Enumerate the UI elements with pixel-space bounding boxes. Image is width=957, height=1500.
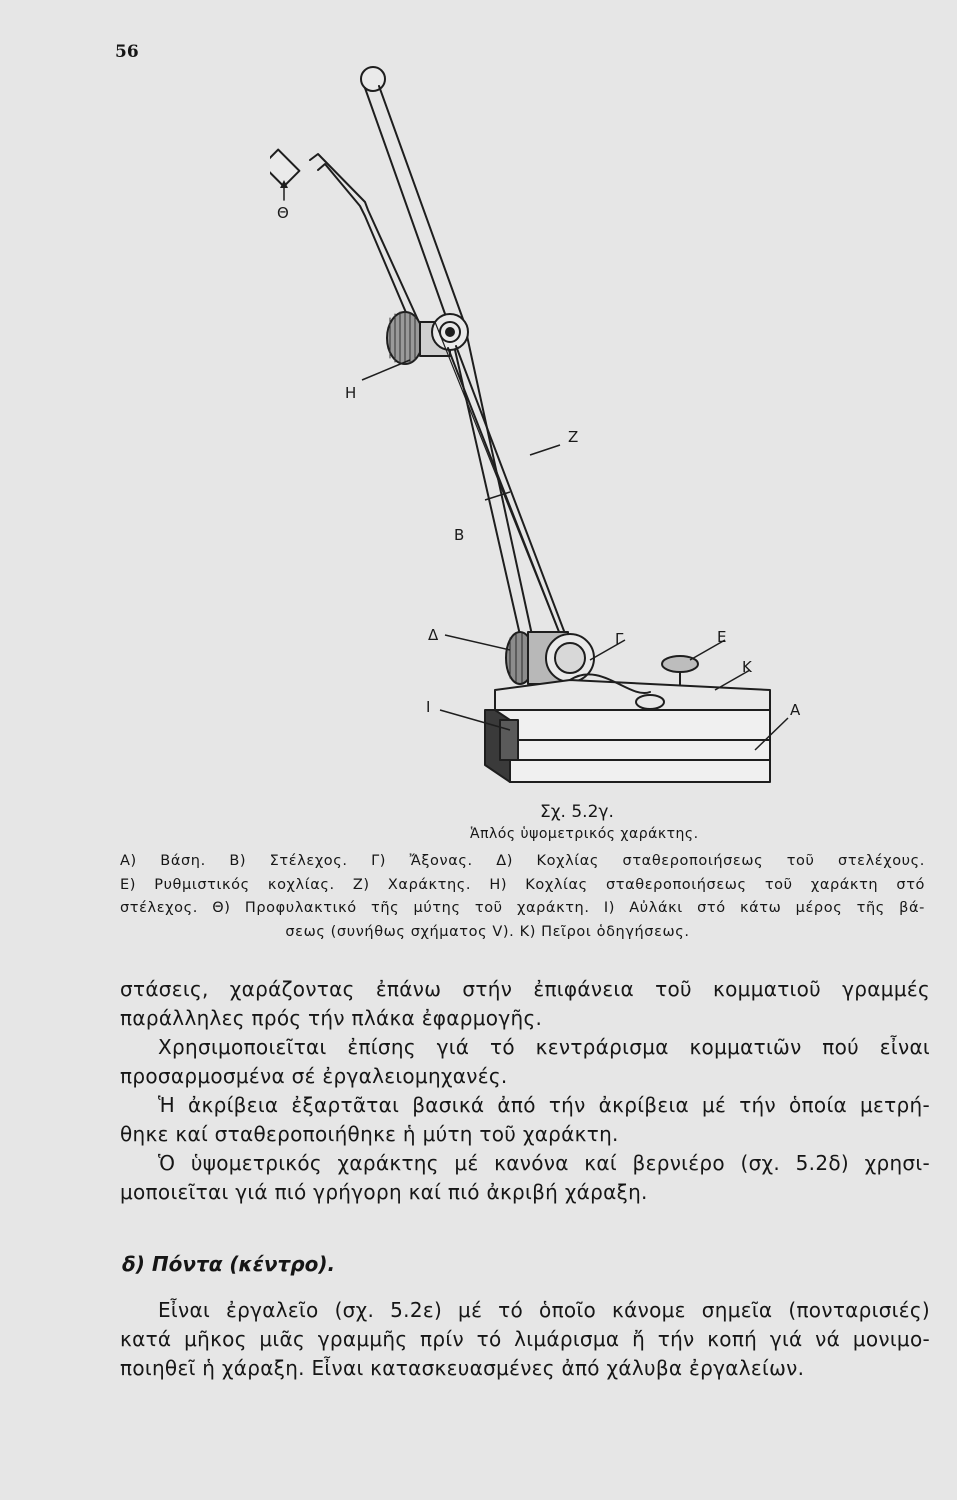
label-eta: Η [345, 384, 357, 402]
height-gauge-figure [270, 60, 850, 800]
label-gamma: Γ [615, 630, 624, 648]
section-line: κατά μῆκος μιᾶς γραμμῆς πρίν τό λιμάρισμα ἤ τήν κοπή γιά νά μονιμο- [120, 1327, 930, 1351]
label-beta: Β [454, 526, 465, 544]
label-kappa: Κ [742, 658, 752, 676]
gauge-base-body [495, 710, 770, 782]
legend-line: Α) Βάση. Β) Στέλεχος. Γ) Ἄξονας. Δ) Κοχλίας σταθεροποιήσεως τοῦ στελέχους. [120, 853, 925, 869]
scriber-cap [270, 150, 299, 187]
section-heading: δ) Πόντα (κέντρο). [122, 1252, 336, 1276]
scriber-bent-end [310, 154, 418, 320]
label-zeta: Ζ [568, 428, 579, 446]
section-line: Εἶναι ἐργαλεῖο (σχ. 5.2ε) μέ τό ὁποῖο κάνομε σημεῖα (πονταρισιές) [158, 1298, 930, 1322]
label-alpha: Α [790, 701, 801, 719]
label-delta: Δ [428, 626, 439, 644]
body-line: στάσεις, χαράζοντας ἐπάνω στήν ἐπιφάνεια τοῦ κομματιοῦ γραμμές [120, 977, 930, 1001]
legend-line: στέλεχος. Θ) Προφυλακτικό τῆς μύτης τοῦ χαράκτη. Ι) Αὐλάκι στό κάτω μέρος τῆς βά- [120, 900, 925, 916]
body-line: μοποιεῖται γιά πιό γρήγορη καί πιό ἀκριβή χάραξη. [120, 1180, 648, 1204]
body-line: προσαρμοσμένα σέ ἐργαλειομηχανές. [120, 1064, 508, 1088]
figure-legend [120, 850, 925, 944]
body-line: Ὁ ὑψομετρικός χαράκτης μέ κανόνα καί βερνιέρο (σχ. 5.2δ) χρησι- [158, 1151, 930, 1175]
figure-caption-subtitle: Ἁπλός ὑψομετρικός χαράκτης. [470, 826, 699, 842]
legend-line: Ε) Ρυθμιστικός κοχλίας. Ζ) Χαράκτης. Η) Κοχλίας σταθεροποιήσεως τοῦ χαράκτη στό [120, 876, 925, 893]
label-epsilon: Ε [717, 628, 727, 646]
body-line: θηκε καί σταθεροποιήθηκε ἡ μύτη τοῦ χαράκτη. [120, 1122, 619, 1146]
section-body [120, 1296, 930, 1383]
legend-line: σεως (συνήθως σχήματος V). Κ) Πεῖροι ὁδηγήσεως. [285, 923, 690, 940]
stem-left-edge [365, 88, 450, 328]
label-theta: Θ [277, 204, 289, 222]
height-gauge-drawing [270, 60, 850, 800]
body-text [120, 975, 930, 1207]
section-line: ποιηθεῖ ἡ χάραξη. Εἶναι κατασκευασμένες ἀπό χάλυβα ἐργαλείων. [120, 1356, 805, 1380]
label-iota: Ι [426, 698, 431, 716]
body-line: Ἡ ἀκρίβεια ἐξαρτᾶται βασικά ἀπό τήν ἀκρίβεια μέ τήν ὁποία μετρή- [158, 1093, 930, 1117]
body-line: Χρησιμοποιεῖται ἐπίσης γιά τό κεντράρισμα κομματιῶν πού εἶναι [158, 1035, 930, 1059]
body-line: παράλληλες πρός τήν πλάκα ἐφαρμογῆς. [120, 1006, 543, 1030]
page-number: 56 [115, 42, 139, 62]
stem-right-edge [379, 86, 464, 322]
gauge-base-top [495, 680, 770, 710]
figure-caption-title: Σχ. 5.2γ. [540, 802, 614, 822]
